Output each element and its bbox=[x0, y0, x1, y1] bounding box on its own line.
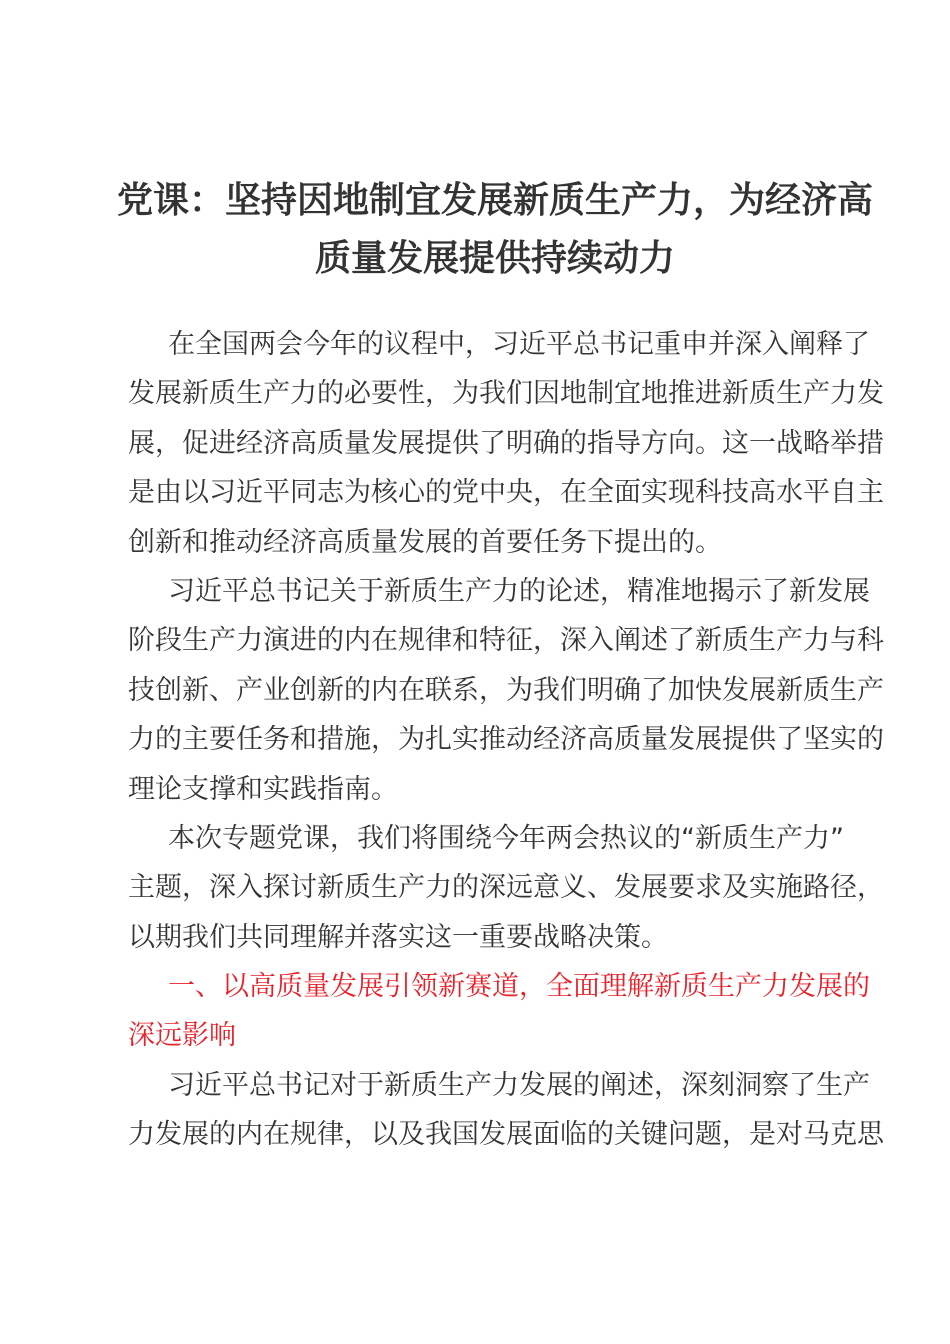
paragraph-line: 创新和推动经济高质量发展的首要任务下提出的。 bbox=[128, 526, 722, 558]
title-line: 党课：坚持因地制宜发展新质生产力，为经济高 bbox=[116, 180, 873, 221]
paragraph-line: 力发展的内在规律，以及我国发展面临的关键问题，是对马克思 bbox=[128, 1119, 884, 1151]
paragraph-line: 在全国两会今年的议程中，习近平总书记重申并深入阐释了 bbox=[168, 329, 870, 360]
section-heading bbox=[128, 962, 870, 1061]
paragraph bbox=[128, 567, 884, 814]
paragraph-line: 主题，深入探讨新质生产力的深远意义、发展要求及实施路径， bbox=[128, 872, 884, 904]
paragraph-line: 是由以习近平同志为核心的党中央，在全面实现科技高水平自主 bbox=[128, 477, 884, 509]
heading-line: 深远影响 bbox=[128, 1020, 236, 1052]
paragraph bbox=[128, 1061, 884, 1160]
heading-line: 一、以高质量发展引领新赛道，全面理解新质生产力发展的 bbox=[168, 971, 870, 1003]
paragraph-line: 发展新质生产力的必要性，为我们因地制宜地推进新质生产力发 bbox=[128, 378, 884, 410]
paragraph bbox=[128, 320, 884, 567]
paragraph-line: 力的主要任务和措施，为扎实推动经济高质量发展提供了坚实的 bbox=[128, 724, 884, 756]
paragraph-line: 理论支撑和实践指南。 bbox=[128, 773, 398, 805]
paragraph-line: 习近平总书记关于新质生产力的论述，精准地揭示了新发展 bbox=[168, 575, 870, 607]
document-title bbox=[100, 172, 890, 288]
document-body bbox=[128, 320, 884, 1160]
paragraph-line: 习近平总书记对于新质生产力发展的阐述，深刻洞察了生产 bbox=[168, 1069, 870, 1101]
paragraph-line: 阶段生产力演进的内在规律和特征，深入阐述了新质生产力与科 bbox=[128, 625, 884, 657]
paragraph-line: 以期我们共同理解并落实这一重要战略决策。 bbox=[128, 921, 668, 953]
paragraph-line: 本次专题党课，我们将围绕今年两会热议的“新质生产力” bbox=[168, 822, 844, 854]
title-line: 质量发展提供持续动力 bbox=[314, 238, 675, 279]
paragraph bbox=[128, 814, 884, 962]
paragraph-line: 展，促进经济高质量发展提供了明确的指导方向。这一战略举措 bbox=[128, 427, 884, 459]
paragraph-line: 技创新、产业创新的内在联系，为我们明确了加快发展新质生产 bbox=[128, 674, 884, 706]
